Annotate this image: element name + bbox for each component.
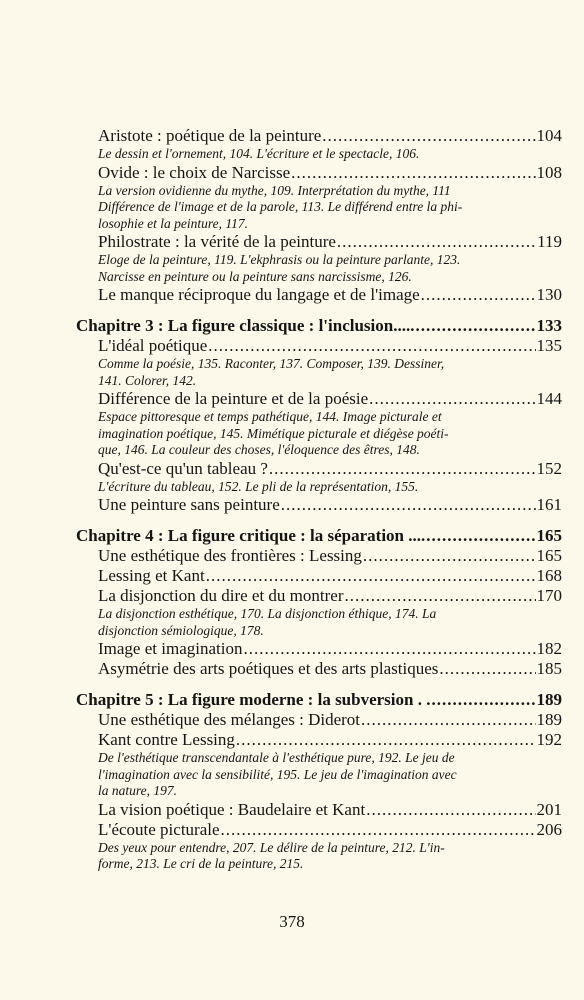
section-entry [98,546,562,566]
subsection-list [98,146,562,163]
entry-page-number: 144 [536,389,562,408]
subsection-line: La disjonction esthétique, 170. La disjonction éthique, 174. La [98,606,437,621]
entry-page-number: 165 [536,546,562,565]
dot-leader [337,232,536,252]
subsection-list [98,356,562,389]
subsection-line: losophie et la peinture, 117. [98,215,248,231]
entry-title: Asymétrie des arts poétiques et des arts plastiques [98,659,439,678]
dot-leader [366,800,535,820]
entry-page-number: 201 [536,799,562,819]
section-entry [98,820,562,840]
entry-title: Kant contre Lessing [98,730,235,749]
subsection-line: que, 146. La couleur des choses, l'éloquence des êtres, 148. [98,442,420,457]
entry-page-number: 104 [536,126,562,145]
section-entry [98,336,562,356]
dot-leader [322,126,535,146]
chapter-entry [76,526,562,546]
entry-page-number: 168 [536,566,562,585]
section-entry [98,566,562,586]
section-entry [98,800,562,820]
subsection-line: l'imagination avec la sensibilité, 195. Le jeu de l'imagination avec [98,766,457,782]
entry-page-number: 133 [536,316,562,335]
entry-title: Image et imagination [98,639,243,658]
entry-title: La vision poétique : Baudelaire et Kant [98,799,366,819]
chapter-entry [76,690,562,710]
entry-page-number: 206 [536,819,562,839]
subsection-list [98,606,562,639]
dot-leader [439,659,535,679]
subsection-list [98,750,562,800]
subsection-line: Le dessin et l'ornement, 104. L'écriture et le spectacle, 106. [98,146,420,161]
section-entry [98,126,562,146]
entry-title: Chapitre 5 : La figure moderne : la subversion . . [76,690,431,709]
dot-leader [243,639,535,659]
dot-leader [361,710,535,730]
section-entry [98,710,562,730]
entry-title: Lessing et Kant [98,566,205,585]
page-number: 378 [279,912,305,931]
dot-leader [291,163,535,183]
subsection-list [98,183,562,233]
entry-page-number: 108 [536,162,562,182]
subsection-line: Différence de l'image et de la parole, 113. Le différend entre la phi- [98,199,463,214]
entry-page-number: 185 [536,659,562,678]
entry-page-number: 152 [536,458,562,478]
dot-leader [269,459,536,479]
dot-leader [426,526,535,546]
dot-leader [236,730,536,750]
section-entry [98,459,562,479]
section-entry [98,163,562,183]
section-entry [98,639,562,659]
entry-page-number: 135 [536,336,562,355]
entry-page-number: 189 [536,690,562,709]
subsection-line: disjonction sémiologique, 178. [98,622,264,638]
subsection-line: Eloge de la peinture, 119. L'ekphrasis ou la peinture parlante, 123. [98,252,461,267]
entry-title: L'idéal poétique [98,336,208,355]
entry-title: Philostrate : la vérité de la peinture [98,232,336,251]
subsection-line: Espace pittoresque et temps pathétique, 144. Image picturale et [98,409,442,424]
table-of-contents [76,126,562,873]
entry-page-number: 189 [536,710,562,729]
subsection-line: La version ovidienne du mythe, 109. Interprétation du mythe, 111 [98,182,451,198]
entry-title: Une esthétique des frontières : Lessing [98,546,362,565]
section-entry [98,389,562,409]
section-entry [98,232,562,252]
subsection-list [98,479,562,496]
entry-page-number: 161 [536,495,562,514]
section-entry [98,586,562,606]
dot-leader [431,690,535,710]
subsection-line: 141. Colorer, 142. [98,372,197,388]
subsection-line: Narcisse en peinture ou la peinture sans narcissisme, 126. [98,268,412,284]
section-entry [98,659,562,679]
subsection-line: la nature, 197. [98,783,177,798]
entry-title: La disjonction du dire et du montrer [98,586,344,605]
entry-title: Ovide : le choix de Narcisse [98,162,291,182]
entry-title: Chapitre 3 : La figure classique : l'inclusion..... [76,316,415,335]
subsection-list [98,252,562,285]
dot-leader [415,316,535,336]
entry-page-number: 119 [537,232,562,251]
section-entry [98,285,562,305]
entry-page-number: 130 [536,285,562,304]
subsection-line: De l'esthétique transcendantale à l'esthétique pure, 192. Le jeu de [98,750,455,765]
subsection-line: imagination poétique, 145. Mimétique picturale et diégèse poéti- [98,425,449,441]
subsection-line: forme, 213. Le cri de la peinture, 215. [98,856,304,871]
section-entry [98,730,562,750]
entry-title: Différence de la peinture et de la poésie [98,389,369,408]
section-entry [98,495,562,515]
entry-page-number: 182 [536,639,562,658]
chapter-entry [76,316,562,336]
dot-leader [221,820,536,840]
subsection-line: Des yeux pour entendre, 207. Le délire de la peinture, 212. L'in- [98,839,445,855]
entry-title: Chapitre 4 : La figure critique : la séparation .... [76,526,426,545]
subsection-list [98,409,562,459]
entry-title: Une esthétique des mélanges : Diderot [98,710,361,729]
entry-title: Le manque réciproque du langage et de l'image [98,285,420,304]
entry-title: Aristote : poétique de la peinture [98,126,322,145]
entry-title: Une peinture sans peinture [98,495,280,514]
subsection-line: Comme la poésie, 135. Raconter, 137. Composer, 139. Dessiner, [98,356,445,371]
subsection-line: L'écriture du tableau, 152. Le pli de la représentation, 155. [98,478,419,494]
entry-title: Qu'est-ce qu'un tableau ? [98,458,268,478]
dot-leader [345,586,536,606]
entry-page-number: 165 [536,526,562,545]
dot-leader [281,495,536,515]
subsection-list [98,840,562,873]
entry-page-number: 192 [536,730,562,749]
entry-title: L'écoute picturale [98,819,220,839]
dot-leader [369,389,535,409]
dot-leader [208,336,535,356]
dot-leader [421,285,536,305]
dot-leader [363,546,536,566]
dot-leader [206,566,536,586]
entry-page-number: 170 [536,586,562,605]
